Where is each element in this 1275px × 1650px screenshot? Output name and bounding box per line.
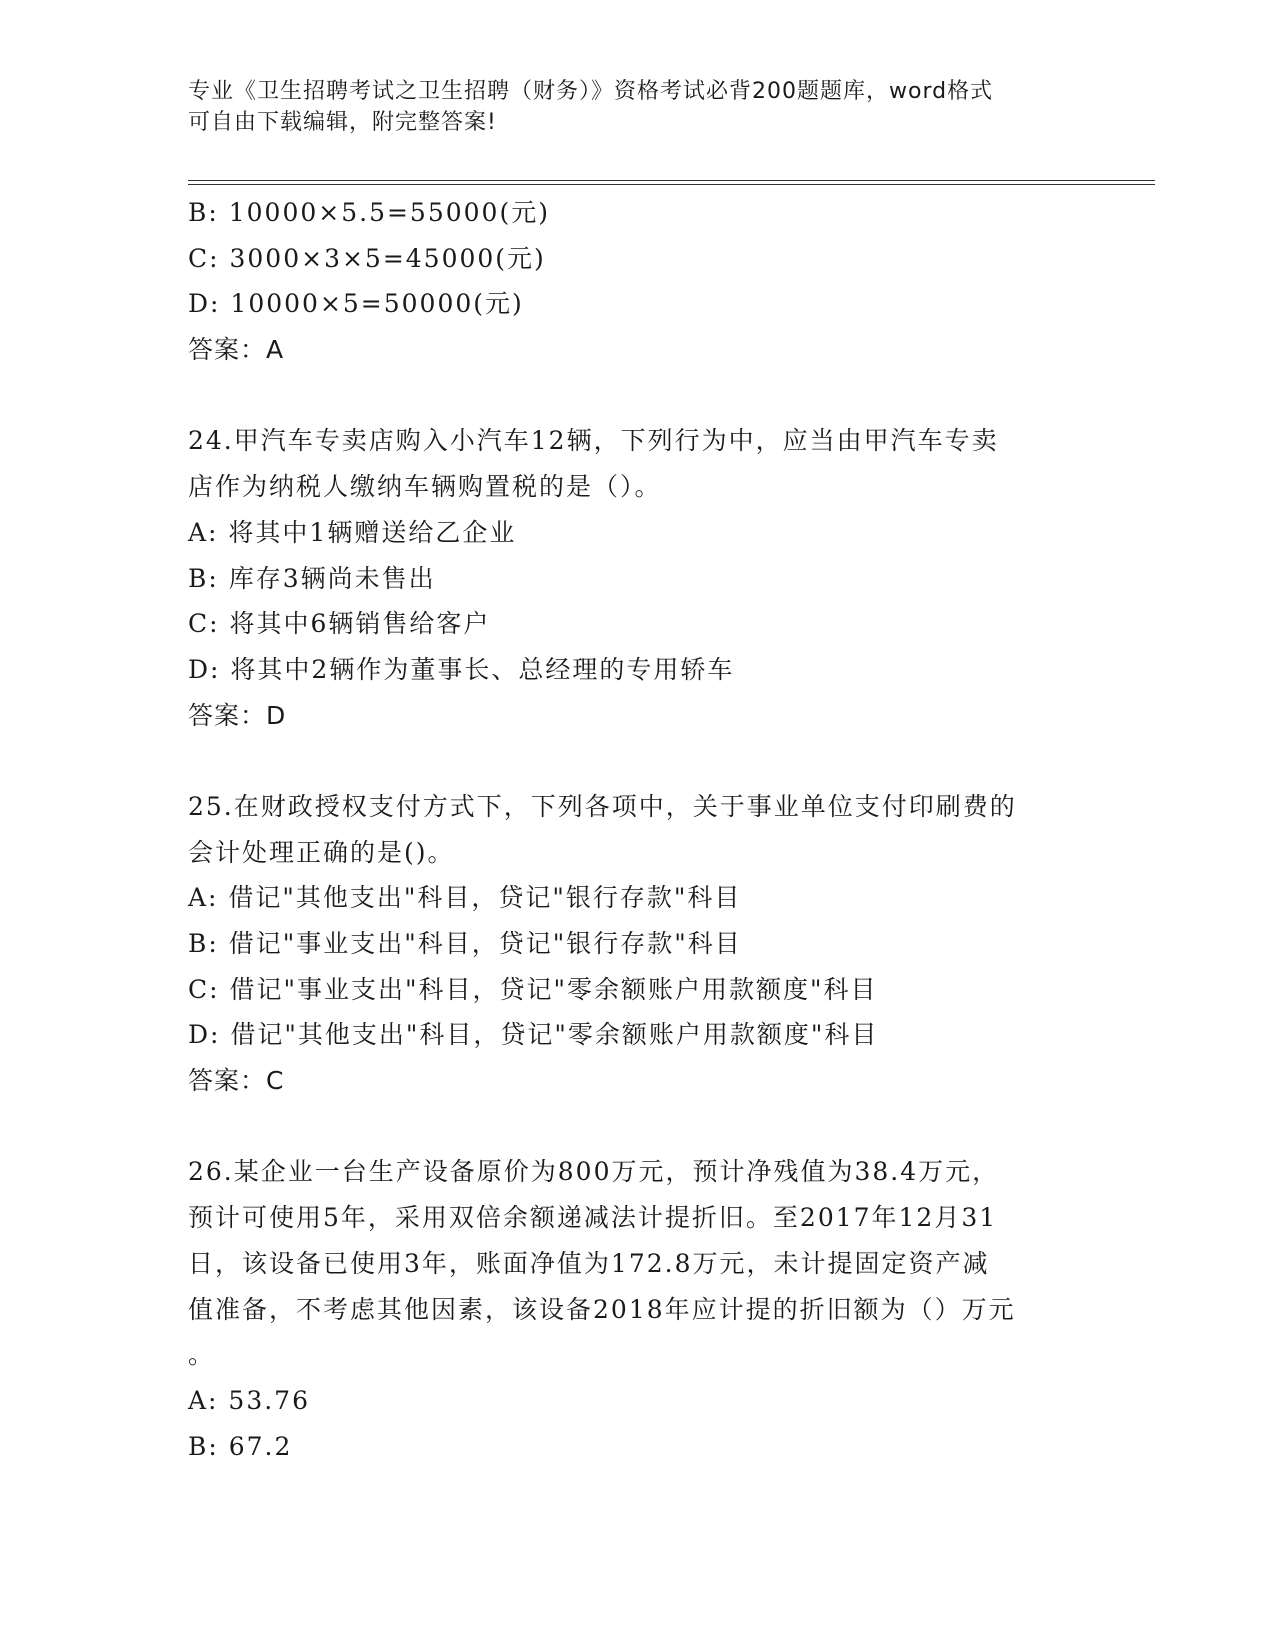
- document-header: [188, 76, 1088, 138]
- option-b: B: 借记"事业支出"科目，贷记"银行存款"科目: [188, 929, 742, 958]
- answer: 答案：D: [188, 700, 287, 730]
- question-stem-line: 26.某企业一台生产设备原价为800万元，预计净残值为38.4万元，: [188, 1157, 1000, 1187]
- spacer: [188, 373, 1088, 419]
- option-d: D: 10000×5=50000(元): [188, 289, 524, 319]
- header-rule-bottom: [188, 184, 1155, 185]
- question-stem-line: 。: [188, 1340, 216, 1370]
- question-stem-line: 会计处理正确的是()。: [188, 837, 455, 867]
- option-a: A: 借记"其他支出"科目，贷记"银行存款"科目: [188, 883, 742, 913]
- spacer: [188, 738, 1088, 784]
- question-stem-line: 预计可使用5年，采用双倍余额递减法计提折旧。至2017年12月31: [188, 1203, 998, 1233]
- question-23: [188, 190, 1088, 373]
- answer: 答案：C: [188, 1066, 285, 1096]
- option-d: D: 将其中2辆作为董事长、总经理的专用轿车: [188, 654, 735, 684]
- question-stem-line: 25.在财政授权支付方式下，下列各项中，关于事业单位支付印刷费的: [188, 791, 1017, 821]
- question-stem-line: 店作为纳税人缴纳车辆购置税的是（）。: [188, 472, 662, 502]
- option-b: B: 库存3辆尚未售出: [188, 563, 436, 593]
- question-stem-line: 值准备，不考虑其他因素，该设备2018年应计提的折旧额为（）万元: [188, 1294, 1016, 1324]
- question-26: [188, 1149, 1088, 1469]
- option-a: A: 将其中1辆赠送给乙企业: [188, 517, 517, 547]
- question-stem-line: 24.甲汽车专卖店购入小汽车12辆，下列行为中，应当由甲汽车专卖: [188, 426, 999, 456]
- answer: 答案：A: [188, 335, 285, 365]
- option-b: B: 10000×5.5=55000(元): [188, 198, 550, 227]
- option-c: C: 3000×3×5=45000(元): [188, 243, 546, 273]
- header-rule-top: [188, 180, 1155, 181]
- option-c: C: 借记"事业支出"科目，贷记"零余额账户用款额度"科目: [188, 974, 878, 1004]
- header-line-2: 可自由下载编辑，附完整答案!: [188, 110, 497, 135]
- question-24: [188, 418, 1088, 738]
- question-content: [188, 190, 1088, 1469]
- option-a: A: 53.76: [188, 1385, 310, 1415]
- question-stem-line: 日，该设备已使用3年，账面净值为172.8万元，未计提固定资产减: [188, 1248, 990, 1278]
- question-25: [188, 784, 1088, 1104]
- option-c: C: 将其中6辆销售给客户: [188, 609, 491, 639]
- header-line-1: 专业《卫生招聘考试之卫生招聘（财务）》资格考试必背200题题库，word格式: [188, 79, 994, 104]
- option-b: B: 67.2: [188, 1431, 293, 1461]
- option-d: D: 借记"其他支出"科目，贷记"零余额账户用款额度"科目: [188, 1020, 879, 1050]
- spacer: [188, 1104, 1088, 1150]
